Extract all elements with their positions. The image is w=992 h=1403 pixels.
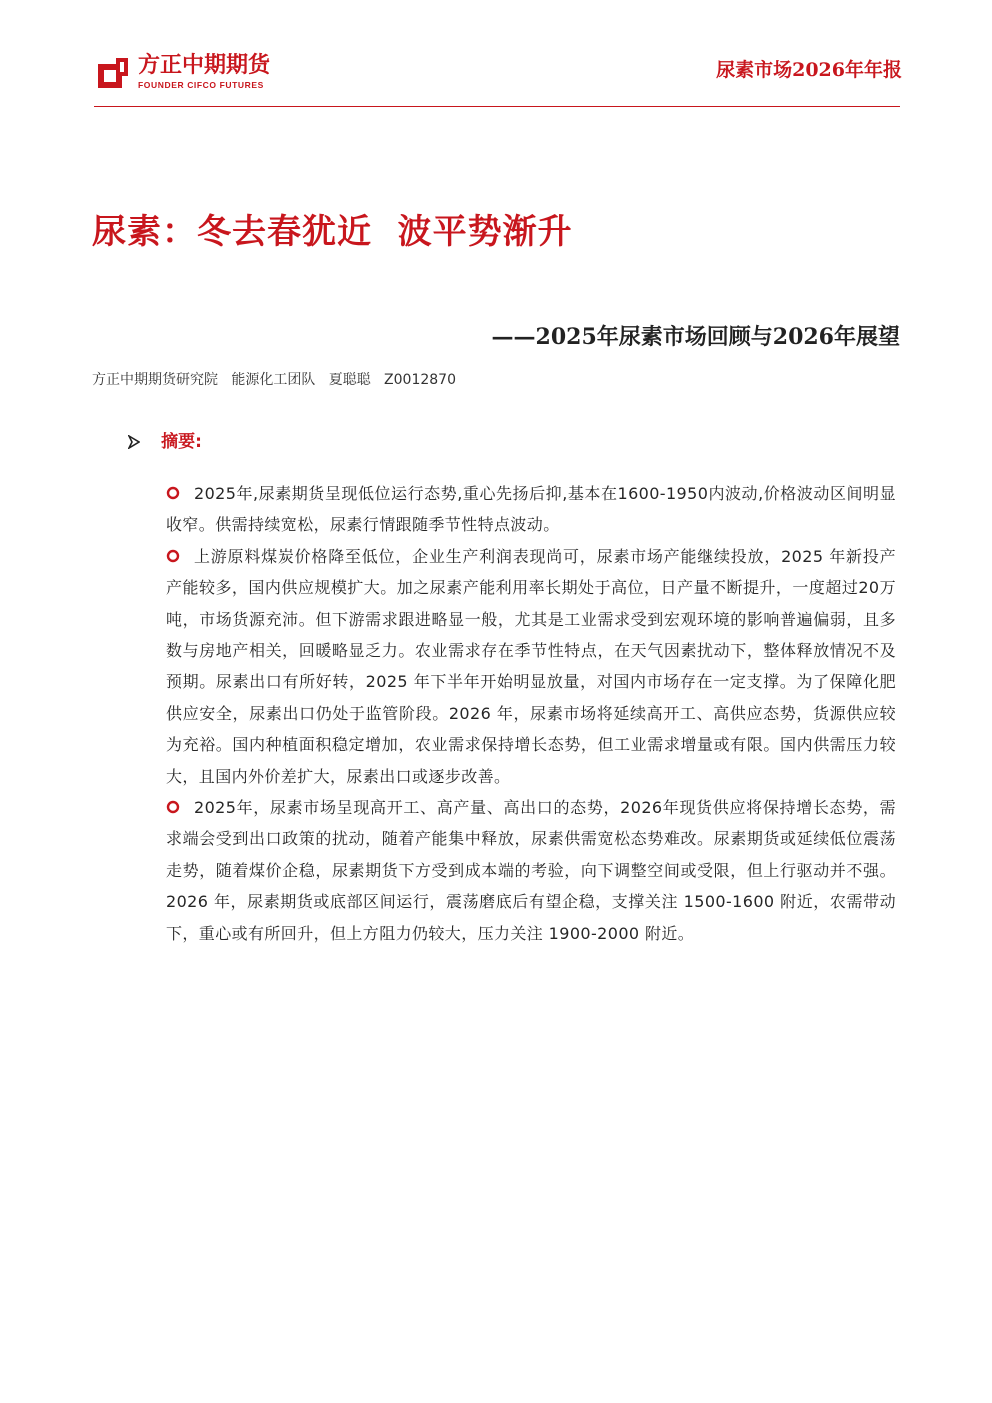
abstract-item-text: 上游原料煤炭价格降至低位，企业生产利润表现尚可，尿素市场产能继续投放，2025 年新投产产能较多，国内供应规模扩大。加之尿素产能利用率长期处于高位，日产量不断提升，一度超过20万吨，市场货源充沛。但下游需求跟进略显一般，尤其是工业需求受到宏观环境的影响普遍偏弱，且多数与房地产相关，回暖略显乏力。农业需求存在季节性特点，在天气因素扰动下，整体释放情况不及预期。尿素出口有所好转，2025 年下半年开始明显放量，对国内市场存在一定支撑。为了保障化肥供应安全，尿素出口仍处于监管阶段。2026 年，尿素市场将延续高开工、高供应态势，货源供应较为充裕。国内种植面积稳定增加，农业需求保持增长态势，但工业需求增量或有限。国内供需压力较大，且国内外价差扩大，尿素出口或逐步改善。 xyxy=(166,546,896,786)
abstract-item-text: 2025年，尿素市场呈现高开工、高产量、高出口的态势，2026年现货供应将保持增长态势，需求端会受到出口政策的扰动，随着产能集中释放，尿素供需宽松态势难改。尿素期货或延续低位震荡走势，随着煤价企稳，尿素期货下方受到成本端的考验，向下调整空间或受限，但上行驱动并不强。2026 年，尿素期货或底部区间运行，震荡磨底后有望企稳，支撑关注 1500-1600 附近，农需带动下，重心或有所回升，但上方阻力仍较大，压力关注 1900-2000 附近。 xyxy=(166,798,896,943)
arrow-right-icon xyxy=(128,435,140,449)
header-divider xyxy=(94,106,900,107)
logo-mark-icon xyxy=(94,54,132,92)
sub-title: ——2025年尿素市场回顾与2026年展望 xyxy=(491,324,900,350)
abstract-list xyxy=(166,478,896,949)
abstract-item-2 xyxy=(166,541,896,792)
circle-bullet-icon xyxy=(166,800,180,814)
report-tag: 尿素市场2026年年报 xyxy=(716,59,902,81)
circle-bullet-icon xyxy=(166,486,180,500)
logo-english-name: FOUNDER CIFCO FUTURES xyxy=(138,80,264,90)
abstract-item-1 xyxy=(166,478,896,541)
logo-chinese-name: 方正中期期货 xyxy=(138,53,271,78)
abstract-heading xyxy=(128,430,202,454)
company-logo xyxy=(94,52,294,96)
circle-bullet-icon xyxy=(166,549,180,563)
abstract-item-3 xyxy=(166,792,896,949)
abstract-item-text: 2025年,尿素期货呈现低位运行态势,重心先扬后抑,基本在1600-1950内波动,价格波动区间明显收窄。供需持续宽松，尿素行情跟随季节性特点波动。 xyxy=(166,484,896,535)
main-title: 尿素：冬去春犹近 波平势渐升 xyxy=(92,212,573,252)
abstract-label: 摘要: xyxy=(161,432,202,452)
author-line: 方正中期期货研究院 能源化工团队 夏聪聪 Z0012870 xyxy=(92,372,456,388)
